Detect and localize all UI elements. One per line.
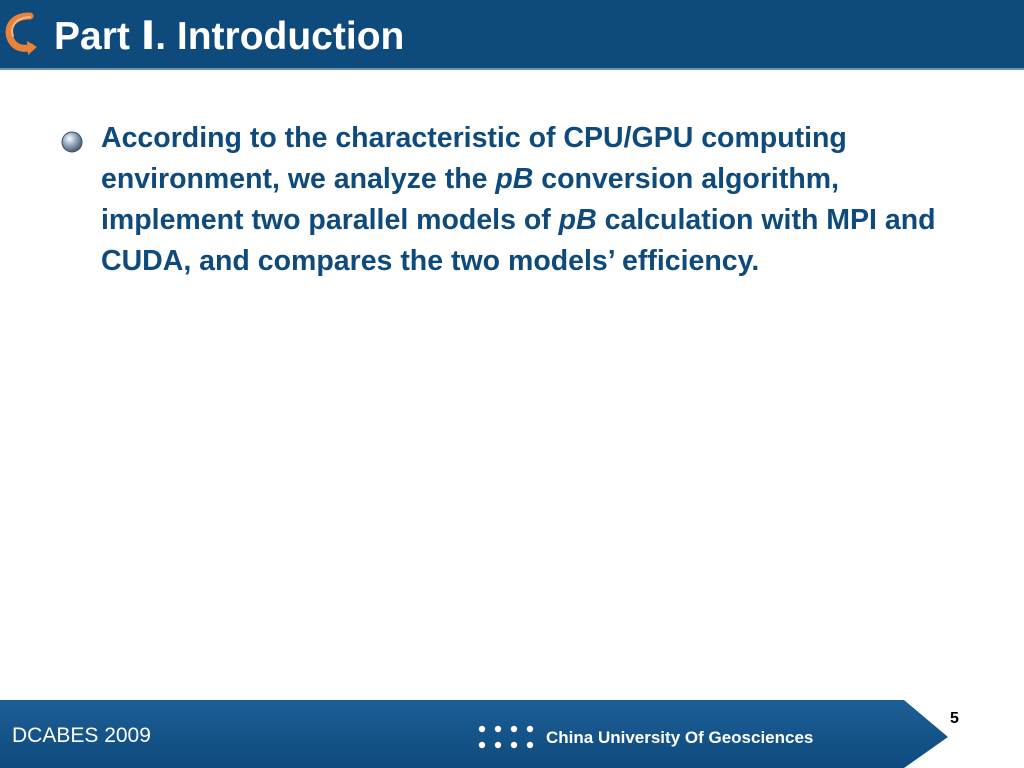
dots-grid-icon bbox=[476, 722, 542, 752]
bullet-item bbox=[60, 118, 980, 282]
title-bar bbox=[0, 0, 1024, 70]
slide-title: Part Ⅰ. Introduction bbox=[54, 15, 405, 58]
bullet-text-segment: conversion algorithm, implement two parallel models of bbox=[101, 163, 840, 236]
sphere-bullet-icon bbox=[60, 130, 84, 154]
footer-university-label: China University Of Geosciences bbox=[546, 728, 814, 747]
bullet-text bbox=[101, 118, 980, 282]
bullet-text-italic: pB bbox=[558, 204, 597, 236]
bullet-text-italic: pB bbox=[495, 163, 534, 195]
footer-conference-label: DCABES 2009 bbox=[12, 724, 151, 747]
orange-arrow-logo-icon bbox=[4, 12, 38, 58]
page-number: 5 bbox=[950, 710, 959, 727]
bullet-text-segment: According to the characteristic of CPU/GPU computing environment, we analyze the bbox=[101, 122, 847, 195]
bullet-text-segment: calculation with MPI and CUDA, and compares the two models’ efficiency. bbox=[101, 204, 936, 277]
slide-content bbox=[60, 118, 980, 282]
